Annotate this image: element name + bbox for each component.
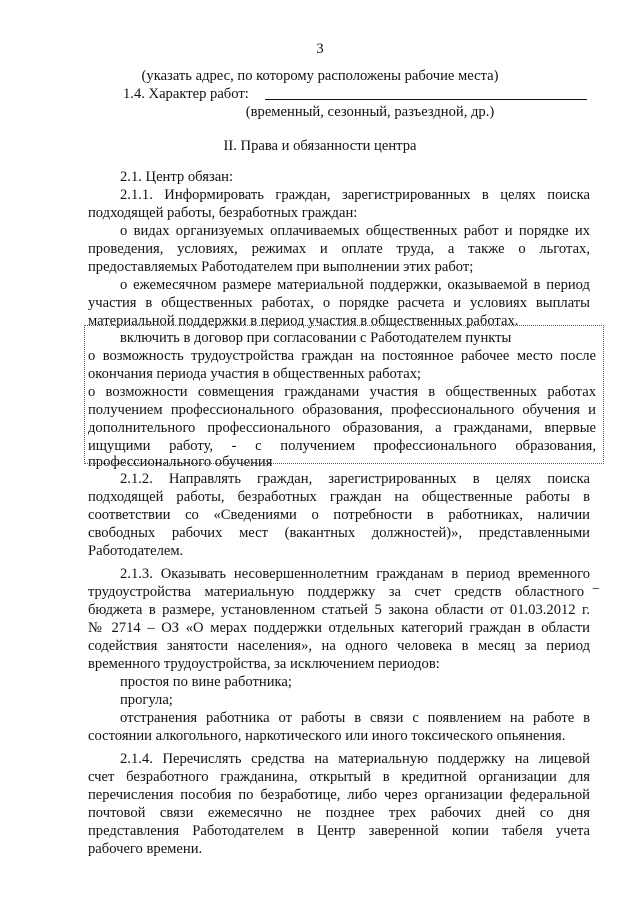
- paragraph-line: рабочего времени.: [88, 841, 203, 857]
- paragraph-line: проведения, условиях, режимах и оплате труда, а также о льготах,: [88, 241, 590, 257]
- paragraph-line: представления Работодателем в Центр заверенной копии табеля учета: [88, 823, 590, 839]
- paragraph-line: Работодателем.: [88, 543, 184, 559]
- paragraph-line: подходящей работы, безработных граждан на общественные работы в: [88, 489, 590, 505]
- paragraph-line: материальной поддержки в период участия в общественных работах.: [88, 313, 519, 329]
- paragraph-line: счет безработного гражданина, открытый в кредитной организации для: [88, 769, 590, 785]
- paragraph-line: участия в общественных работах, о порядке расчета и условиях выплаты: [88, 295, 590, 311]
- box-line: получением профессионального образования, профессионального обучения и: [88, 402, 596, 418]
- box-line: о возможности совмещения гражданами участия в общественных работах: [88, 384, 596, 400]
- paragraph-line: 2.1.4. Перечислять средства на материальную поддержку на лицевой: [120, 751, 590, 767]
- section-title: II. Права и обязанности центра: [223, 138, 417, 154]
- address-hint: (указать адрес, по которому расположены рабочие места): [141, 68, 499, 84]
- paragraph-line: предоставляемых Работодателем при выполнении этих работ;: [88, 259, 474, 275]
- work-type-hint: (временный, сезонный, разъездной, др.): [245, 104, 495, 120]
- paragraph-line: бюджета в размере, установленном статьей 5 закона области от 01.03.2012 г.: [88, 602, 590, 618]
- margin-mark: −: [592, 582, 600, 597]
- paragraph-line: подходящей работы, безработных граждан:: [88, 205, 358, 221]
- box-line: профессионального обучения: [88, 454, 273, 470]
- paragraph-line: 2.1. Центр обязан:: [120, 169, 234, 185]
- paragraph-line: прогула;: [120, 692, 173, 708]
- paragraph-line: перечисления пособия по безработице, либо через организации федеральной: [88, 787, 590, 803]
- box-line: окончания периода участия в общественных работах;: [88, 366, 422, 382]
- page-number: 3: [316, 41, 324, 57]
- paragraph-line: о видах организуемых оплачиваемых общественных работ и порядке их: [120, 223, 590, 239]
- paragraph-line: № 2714 – ОЗ «О мерах поддержки отдельных категорий граждан в области: [88, 620, 590, 636]
- paragraph-line: простоя по вине работника;: [120, 674, 292, 690]
- work-type-label: 1.4. Характер работ:: [123, 86, 249, 102]
- box-line: ищущими работу, - с получением профессионального образования,: [88, 438, 596, 454]
- paragraph-line: 2.1.1. Информировать граждан, зарегистрированных в целях поиска: [120, 187, 590, 203]
- paragraph-line: временного трудоустройства, за исключением периодов:: [88, 656, 440, 672]
- paragraph-line: свободных рабочих мест (вакантных должностей)», представленными: [88, 525, 590, 541]
- paragraph-line: почтовой связи ежемесячно не позднее трех рабочих дней со дня: [88, 805, 590, 821]
- box-line: дополнительного профессионального образования, а гражданами, впервые: [88, 420, 596, 436]
- paragraph-line: состоянии алкогольного, наркотического или иного токсического опьянения.: [88, 728, 566, 744]
- paragraph-line: трудоустройства материальную поддержку за счет средств областного: [88, 584, 584, 600]
- paragraph-line: отстранения работника от работы в связи с появлением на работе в: [120, 710, 590, 726]
- paragraph-line: соответствии со «Сведениями о потребности в работниках, наличии: [88, 507, 590, 523]
- box-line: включить в договор при согласовании с Работодателем пункты: [120, 330, 512, 346]
- work-type-blank-line: [265, 99, 587, 100]
- box-line: о возможность трудоустройства граждан на постоянное рабочее место после: [88, 348, 596, 364]
- paragraph-line: 2.1.3. Оказывать несовершеннолетним гражданам в период временного: [120, 566, 590, 582]
- paragraph-line: содействия занятости населения», на одного человека в месяц за период: [88, 638, 590, 654]
- paragraph-line: о ежемесячном размере материальной поддержки, оказываемой в период: [120, 277, 590, 293]
- paragraph-line: 2.1.2. Направлять граждан, зарегистрированных в целях поиска: [120, 471, 590, 487]
